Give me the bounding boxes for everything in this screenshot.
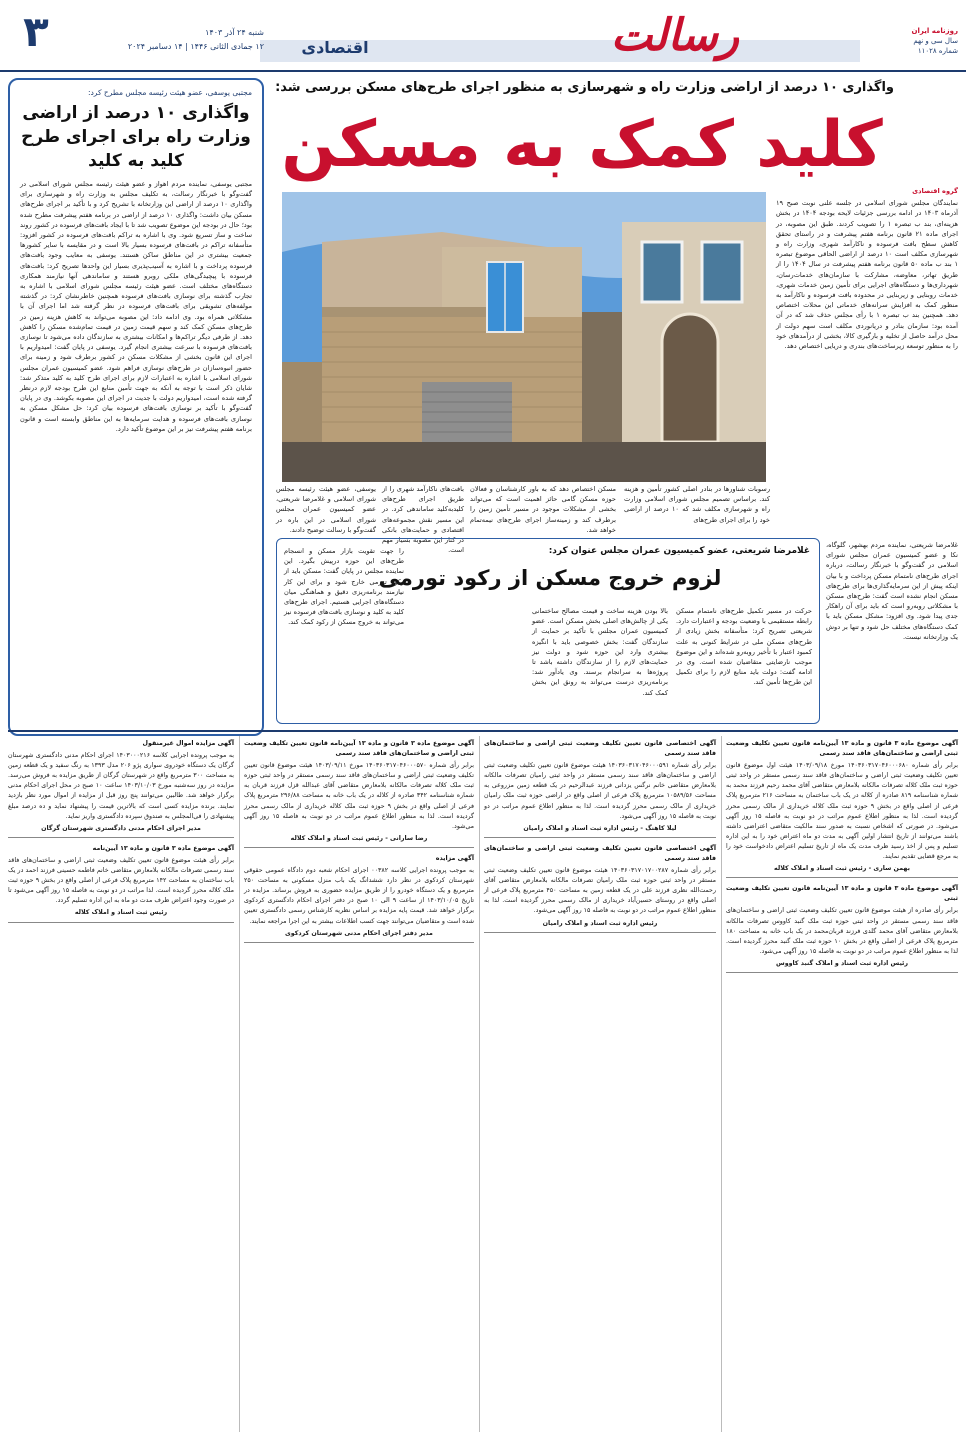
lead-headline: کلید کمک به مسکن [281,108,883,182]
ads-column-2 [484,736,716,1432]
lead-photo [282,192,766,482]
date-other: ۱۲ جمادی الثانی ۱۴۴۶ | ۱۴ دسامبر ۲۰۲۴ [127,42,264,51]
ad-6-sign: رئیس اداره ثبت اسناد و املاک رامیان [542,919,658,927]
ad-6-body: برابر رأی شماره ۱۴۰۳۶۰۳۱۷۰۱۷۰۰۲۸۷ هیئت موضوع قانون تعیین تکلیف وضعیت ثبتی مستقر در واحد ثبتی حوزه ثبت ملک رامیان تصرفات مالکانه بلامعارض متقاضی آقای رحمت‌الله نظری فرزند علی در یک قطعه زمین به مساحت ۴۵۰ مترمربع پلاک فرعی از اصلی واقع در روستای حسین‌آباد خریداری از مالک رسمی محرز گردیده است. لذا به منظور اطلاع عموم مراتب در دو نوبت به فاصله ۱۵ روز آگهی می‌شود. [484,867,716,915]
ad-2-head: آگهی اختصاصی قانون تعیین تکلیف وضعیت ثبتی اراضی و ساختمان‌های فاقد سند رسمی [484,740,716,758]
ad-7 [244,851,474,943]
lead-group: گروه اقتصادی [912,187,958,195]
ad-1-body: برابر رأی شماره ۱۴۰۳۶۰۳۱۷۰۴۶۰۰۰۶۸۰ مورخ ۱۴۰۳/۰۹/۱۸ هیئت اول موضوع قانون تعیین تکلیف وضعیت ثبتی اراضی و ساختمان‌های فاقد سند رسمی مستقر در واحد ثبتی حوزه ثبت ملک کلاله تصرفات مالکانه بلامعارض متقاضی آقای محمد رحیم فرزند محمد به شماره شناسنامه ۸۱۹ صادره از کلاله در یک باب ساختمان به مساحت ۲۱۶ مترمربع پلاک فرعی از اصلی واقع در بخش ۹ حوزه ثبت ملک کلاله خریداری از مالک رسمی محرز گردیده است. لذا به منظور اطلاع عموم مراتب در دو نوبت به فاصله ۱۵ روز آگهی می‌شود. در صورتی که اشخاص نسبت به صدور سند مالکیت متقاضی اعتراضی داشته باشند می‌توانند از تاریخ انتشار اولین آگهی به مدت دو ماه اعتراض خود را به این اداره تسلیم و پس از اخذ رسید ظرف مدت یک ماه از تاریخ تسلیم اعتراض دادخواست خود را به مرجع قضایی تقدیم نمایند. [726,762,958,861]
masthead-info [866,26,958,56]
lead-right-column [776,186,958,522]
ad-8-sign: رئیس ثبت اسناد و املاک کلاله [74,909,168,917]
masthead-issue: شماره ۱۱۰۲۸ [917,47,958,55]
interview-col-2: بالا بودن هزینه ساخت و قیمت مصالح ساختمانی یکی از چالش‌های اصلی بخش مسکن است. عضو کمیسیون عمران مجلس با تأکید بر حمایت از سازندگان گفت: بخش خصوصی باید با انگیزه بیشتری وارد این حوزه شود و دولت نیز حمایت‌های لازم را از سازندگان داشته باشد تا پروژه‌ها به سرانجام برسند. وی یادآور شد: برنامه‌ریزی درست می‌تواند به رونق این بخش کمک کند. [532,607,668,697]
building-illustration [282,192,766,482]
interview-col-3: را جهت تقویت بازار مسکن و انسجام طرح‌های این حوزه درپیش بگیرد. این نماینده مجلس در پایان گفت: مسکن باید از رکود تورمی خارج شود و برای این کار نیازمند برنامه‌ریزی دقیق و هماهنگی میان دستگاه‌های اجرایی هستیم. اجرای طرح‌های کلید به کلید و نوسازی بافت‌های فرسوده نیز می‌تواند به خروج مسکن از رکود کمک کند. [284,547,404,627]
ads-divider [8,730,958,732]
ad-5-body: برابر رأی صادره از هیئت موضوع قانون تعیین تکلیف وضعیت ثبتی اراضی و ساختمان‌های فاقد سند رسمی مستقر در واحد ثبتی حوزه ثبت ملک گنبد کاووس تصرفات مالکانه بلامعارض متقاضی آقای محمد گلدی فرزند قربان‌محمد در یک باب خانه به مساحت ۱۸۰ مترمربع پلاک فرعی از اصلی واقع در بخش ۱۰ حوزه ثبت ملک گنبد محرز گردیده است. لذا به منظور اطلاع عموم مراتب در دو نوبت به فاصله ۱۵ روز آگهی می‌شود. [726,907,958,955]
ad-5-head: آگهی موضوع ماده ۳ قانون و ماده ۱۳ آیین‌نامه قانون تعیین تکلیف وضعیت ثبتی [726,885,958,903]
ads-divider-2 [479,736,480,1432]
ad-4-head: آگهی مزایده اموال غیرمنقول [142,740,234,747]
ad-3-head: آگهی موضوع ماده ۳ قانون و ماده ۱۳ آیین‌نامه قانون تعیین تکلیف وضعیت ثبتی اراضی و ساختمان‌های فاقد سند رسمی [244,740,474,758]
sidebar-title: واگذاری ۱۰ درصد از اراضی وزارت راه برای اجرای طرح کلید به کلید [21,103,251,171]
issue-dates [64,26,264,54]
ads-column-3 [244,736,474,1432]
lead-column-3: بافت‌های ناکارآمد شهری را از طریق اجرای طرح‌های کلید‌به‌کلید ساماندهی کرد. در این مسیر نقش مجموعه‌های اقتصادی و حمایت‌های بانکی در کنار این مصوبه بسیار مهم است. [382,485,464,555]
ads-divider-1 [721,736,722,1432]
sidebar-kicker: مجتبی یوسفی، عضو هیئت رئیسه مجلس مطرح کرد: [87,88,252,97]
interview-title: لزوم خروج مسکن از رکود تورمی [378,566,722,590]
ad-6-head: آگهی اختصاصی قانون تعیین تکلیف وضعیت ثبتی اراضی و ساختمان‌های فاقد سند رسمی [484,844,716,862]
ad-5 [726,881,958,973]
ad-6 [484,841,716,933]
lead-column-2: مسکن اختصاص دهد که به باور کارشناسان و فعالان حوزه مسکن گامی حائز اهمیت است که می‌تواند بخشی از مشکلات موجود در مسیر تأمین زمین را برطرف کند و زمینه‌ساز اجرای طرح‌های نیمه‌تمام خواهد شد. [470,485,616,534]
interview-kicker: غلامرضا شریعتی، عضو کمیسیون عمران مجلس عنوان کرد: [548,546,810,556]
masthead-name: روزنامه ایران [911,27,958,35]
ad-4 [8,736,234,838]
section-title: اقتصادی [301,38,369,57]
ad-3 [244,736,474,848]
ad-1-head: آگهی موضوع ماده ۳ قانون و ماده ۱۳ آیین‌نامه قانون تعیین تکلیف وضعیت ثبتی اراضی و ساختمان‌های فاقد سند رسمی [726,740,958,758]
ad-8-body: برابر رأی هیئت موضوع قانون تعیین تکلیف وضعیت ثبتی اراضی و ساختمان‌های فاقد سند رسمی تصرفات مالکانه بلامعارض متقاضی خانم فاطمه حسینی فرزند احمد در یک باب ساختمان به مساحت ۱۴۲ مترمربع پلاک فرعی از اصلی واقع در بخش ۹ حوزه ثبت ملک کلاله محرز گردیده است. لذا مراتب در دو نوبت به فاصله ۱۵ روز آگهی می‌شود تا در صورت وجود اعتراض ظرف مدت دو ماه به این اداره تسلیم گردد. [8,856,234,905]
lead-body: نمایندگان مجلس شورای اسلامی در جلسه علنی نوبت صبح ۱۹ آذرماه ۱۴۰۳ در ادامه بررسی جزئیات لایحه بودجه ۱۴۰۴ در بخش هزینه‌ای، بند ب تبصره ۱ را تصویب کردند. طبق این مصوبه، در اجرای ماده ۲۱ قانون برنامه هفتم پیشرفت و در راستای تحقق کاهش سطح بافت فرسوده و ناکارآمد شهری، وزارت راه و شهرسازی مکلف است ۱۰ درصد از اراضی الحاقی موضوع تبصره ۱ بند ب ماده ۵۰ قانون برنامه هفتم پیشرفت در سال ۱۴۰۴ را از طریق تهاتر، معاوضه، مشارکت با سازمان‌های خدمات‌رسان، شهرداری‌ها و دستگاه‌های اجرایی برای تأمین زمین خدمات شهری، خدمات روبنایی و زیربنایی در محدوده بافت فرسوده و ناکارآمد به منظور کمک به افزایش سرانه‌های خدماتی این محلات اختصاص دهد. همچنین بند ب تبصره ۱ با رأی مجلس حذف شد که در آن آمده بود: سازمان بنادر و دریانوردی مکلف است سهم دولت از محل درآمد حاصل از تخلیه و بارگیری کالا، بخشی از درآمدهای خود را به منظور توسعه زیرساخت‌های بندری و دریایی اختصاص دهد. [776,199,959,351]
box2-right-column: غلامرضا شریعتی، نماینده مردم بهشهر، گلوگاه، نکا و عضو کمیسیون عمران مجلس شورای اسلامی در گفت‌وگو با خبرنگار رسالت، درباره اجرای طرح‌های نامتمام مسکن پرداخت و با بیان اینکه پیش از این سرمایه‌گذاری‌ها برای طرح‌های مسکن انجام نشده است گفت: طرح‌های مسکن با مشکلاتی روبه‌رو است که باید برای آن راهکار جدی پیدا شود. وی افزود: مشکل مسکن باید با کمک دستگاه‌های مختلف حل شود و تنها بر دوش یک وزارتخانه نیست. [826,541,958,641]
date-persian: شنبه ۲۴ آذر ۱۴۰۳ [205,28,264,37]
ads-column-4 [8,736,234,1432]
ad-4-sign: مدیر اجرای احکام مدنی دادگستری شهرستان گرگان [41,824,201,832]
lead-column-1: رسوبات شناورها در بنادر اصلی کشور تأمین و هزینه کند. براساس تصمیم مجلس شورای اسلامی وزارت راه و شهرسازی مکلف شد که ۱۰ درصد از اراضی خود را برای اجرای طرح‌های [624,485,770,524]
sidebar-story [8,78,264,736]
ad-4-body: به موجب پرونده اجرایی کلاسه ۱۴۰۳۰۰۰۲۱۶ اجرای احکام مدنی دادگستری شهرستان گرگان یک دستگاه خودروی سواری پژو ۲۰۶ مدل ۱۳۹۳ به رنگ سفید و یک قطعه زمین به مساحت ۳۰۰ مترمربع واقع در شهرستان گرگان از طریق مزایده به فروش می‌رسد. مزایده در روز سه‌شنبه مورخ ۱۴۰۳/۱۰/۰۳ ساعت ۱۰ صبح در محل اجرای احکام مدنی برگزار خواهد شد. طالبین می‌توانند پنج روز قبل از مزایده از اموال مورد نظر بازدید نمایند. برنده مزایده کسی است که بالاترین قیمت را پیشنهاد نماید و ده درصد مبلغ پیشنهادی را فی‌المجلس به صندوق سپرده دادگستری واریز نماید. [8,752,234,820]
lead-column-4: یوسفی، عضو هیئت رئیسه مجلس شورای اسلامی و غلامرضا شریعتی، عضو کمیسیون عمران مجلس شورای اسلامی در این باره در گفت‌وگو با رسالت توضیح دادند. [276,485,376,534]
ad-8-head: آگهی موضوع ماده ۳ قانون و ماده ۱۳ آیین‌نامه [92,844,234,852]
interview-col-1: حرکت در مسیر تکمیل طرح‌های نامتمام مسکن رابطه مستقیمی با وضعیت بودجه و اعتبارات دارد. شریعتی تصریح کرد: متأسفانه بخش زیادی از طرح‌های مسکن ملی در شرایط کنونی به علت کمبود اعتبار با تأخیر روبه‌رو شده‌اند و این موضوع موجب نارضایتی متقاضیان شده است. وی در ادامه گفت: دولت باید منابع لازم را برای تکمیل این طرح‌ها تأمین کند. [676,607,812,687]
ad-1-sign: بهمن ساری - رئیس ثبت اسناد و املاک کلاله [774,865,910,873]
ad-3-body: برابر رأی شماره ۱۴۰۳۶۰۳۱۷۰۴۶۰۰۰۵۷۰ مورخ ۱۴۰۳/۰۹/۱۱ هیئت موضوع قانون تعیین تکلیف وضعیت ثبتی اراضی و ساختمان‌های فاقد سند رسمی مستقر در واحد ثبتی حوزه ثبت ملک کلاله تصرفات مالکانه بلامعارض متقاضی آقای عبدالله قزل فرزند قربان به شماره شناسنامه ۳۴۲ صادره از کلاله در یک باب خانه به مساحت ۲۹۶/۸۸ مترمربع پلاک فرعی از اصلی واقع در بخش ۹ حوزه ثبت ملک کلاله خریداری از مالک رسمی محرز گردیده است. لذا به منظور اطلاع عموم مراتب در دو نوبت به فاصله ۱۵ روز آگهی می‌شود. [244,762,474,830]
ad-7-sign: مدیر دفتر اجرای احکام مدنی شهرستان کردکوی [285,929,433,937]
ad-2-sign: لیلا کاهنگ - رئیس اداره ثبت اسناد و املاک رامیان [523,824,677,832]
ad-1 [726,736,958,878]
newspaper-logo: رسالت [610,10,740,61]
ad-7-head: آگهی مزایده [435,854,474,862]
masthead-year: سال سی و نهم [913,37,958,45]
sidebar-body: مجتبی یوسفی، نماینده مردم اهواز و عضو هیئت رئیسه مجلس شورای اسلامی در گفت‌وگو با خبرنگار رسالت، به تکلیف مجلس به وزارت راه و شهرسازی برای واگذاری ۱۰ درصد از اراضی این وزارتخانه با تشریح کرد و با تأکید بر اجرای طرح‌های مسکن بیان داشت: واگذاری ۱۰ درصد از اراضی در برنامه هفتم پیشرفت مطرح شده بود؛ حال در بودجه این موضوع تصویب شد تا با ایجاد بافت‌های فرسوده در کشور روند ساخت و ساز تسریع شود. وی با اشاره به تراکم بافت‌های فرسوده در کشور افزود: متأسفانه تراکم در بافت‌های فرسوده بسیار بالا است و در مقایسه با سایر کشورها جمعیت بیشتری در این مناطق ساکن هستند. یوسفی به معایب وجود بافت‌های فرسوده پرداخت و با اشاره به آسیب‌پذیری بسیار این واحدها تصریح کرد: بافت‌های فرسوده با پیچیدگی‌های ملکی روبرو هستند و ساماندهی آنها نیازمند همکاری دستگاه‌های مختلف است. عضو هیئت رئیسه مجلس شورای اسلامی با اشاره به تجارب گذشته برای نوسازی بافت‌های فرسوده همچنین خاطرنشان کرد: در گذشته مولفه‌های تشویقی برای بافت‌های فرسوده در نظر گرفته شد اما اجرای آن با مشکلاتی همراه بود. وی ادامه داد: این مصوبه می‌تواند به کاهش هزینه زمین در طرح‌های مسکن کمک کند و سهم قیمت زمین در قیمت تمام‌شده مسکن را کاهش دهد. از طرفی دیگر تراکم‌ها و امکانات بیشتری به سازندگان داده می‌شود تا نوسازی بافت‌های فرسوده با سرعت بیشتری انجام گیرد. یوسفی در پایان گفت: امیدواریم با اجرای این قانون بخشی از مشکلات مسکن در کشور برطرف شود و زمینه برای حضور انبوه‌سازان در طرح‌های نوسازی فراهم شود. عضو کمیسیون عمران مجلس شورای اسلامی با اشاره به اعتبارات لازم برای اجرای طرح کلید به کلید متذکر شد: شایان ذکر است با توجه به آنکه به جهت تأمین منابع این طرح بودجه لازم درنظر گرفته شده است، امیدواریم دولت با جدیت در اجرای این مصوبه بکوشد. وی در پایان گفت‌وگو با تأکید بر نوسازی بافت‌های فرسوده بیان کرد: حل مشکل مسکن به نوسازی بافت‌های فرسوده و هدایت سرمایه‌ها به این مناطق وابسته است و قانون برنامه هفتم پیشرفت نیز بر این موضوع تأکید دارد. [20,180,252,433]
ad-7-body: به موجب پرونده اجرایی کلاسه ۰۰۳۸۲ اجرای احکام شعبه دوم دادگاه عمومی حقوقی شهرستان کردکوی در نظر دارد ششدانگ یک باب منزل مسکونی به مساحت ۲۵۰ مترمربع و یک دستگاه خودرو را از طریق مزایده حضوری به فروش برساند. مزایده در تاریخ ۱۴۰۳/۱۰/۰۵ از ساعت ۹ الی ۱۰ صبح در دفتر اجرای احکام دادگستری کردکوی برگزار خواهد شد. قیمت پایه مزایده بر اساس نظریه کارشناس رسمی دادگستری تعیین شده است و متقاضیان می‌توانند جهت کسب اطلاعات بیشتر به این اجرا مراجعه نمایند. [244,867,475,925]
lead-kicker: واگذاری ۱۰ درصد از اراضی وزارت راه و شهرسازی به منظور اجرای طرح‌های مسکن بررسی شد: [275,80,894,95]
ad-2-body: برابر رأی شماره ۱۴۰۳۶۰۳۱۷۰۴۶۰۰۰۵۹۱ هیئت موضوع قانون تعیین تکلیف وضعیت ثبتی اراضی و ساختمان‌های فاقد سند رسمی مستقر در واحد ثبتی رامیان تصرفات مالکانه بلامعارض متقاضی خانم نرگس یزدانی فرزند عبدالرحیم در یک قطعه زمین مزروعی به مساحت ۱۰۵۸۹/۵۶ مترمربع پلاک فرعی از اصلی واقع در اراضی حوزه ثبت ملک رامیان خریداری از مالک رسمی محرز گردیده است. لذا به منظور اطلاع عموم مراتب در دو نوبت به فاصله ۱۵ روز آگهی می‌شود. [484,762,716,820]
ad-5-sign: رئیس اداره ثبت اسناد و املاک گنبد کاووس [776,959,908,967]
page-number: ۳ [23,7,49,56]
page-header [0,0,966,72]
ad-2 [484,736,716,838]
ad-8 [8,841,234,923]
ads-divider-3 [239,736,240,1432]
ad-3-sign: رضا سارانی - رئیس ثبت اسناد و املاک کلاله [290,834,428,842]
ads-column-1 [726,736,958,1432]
